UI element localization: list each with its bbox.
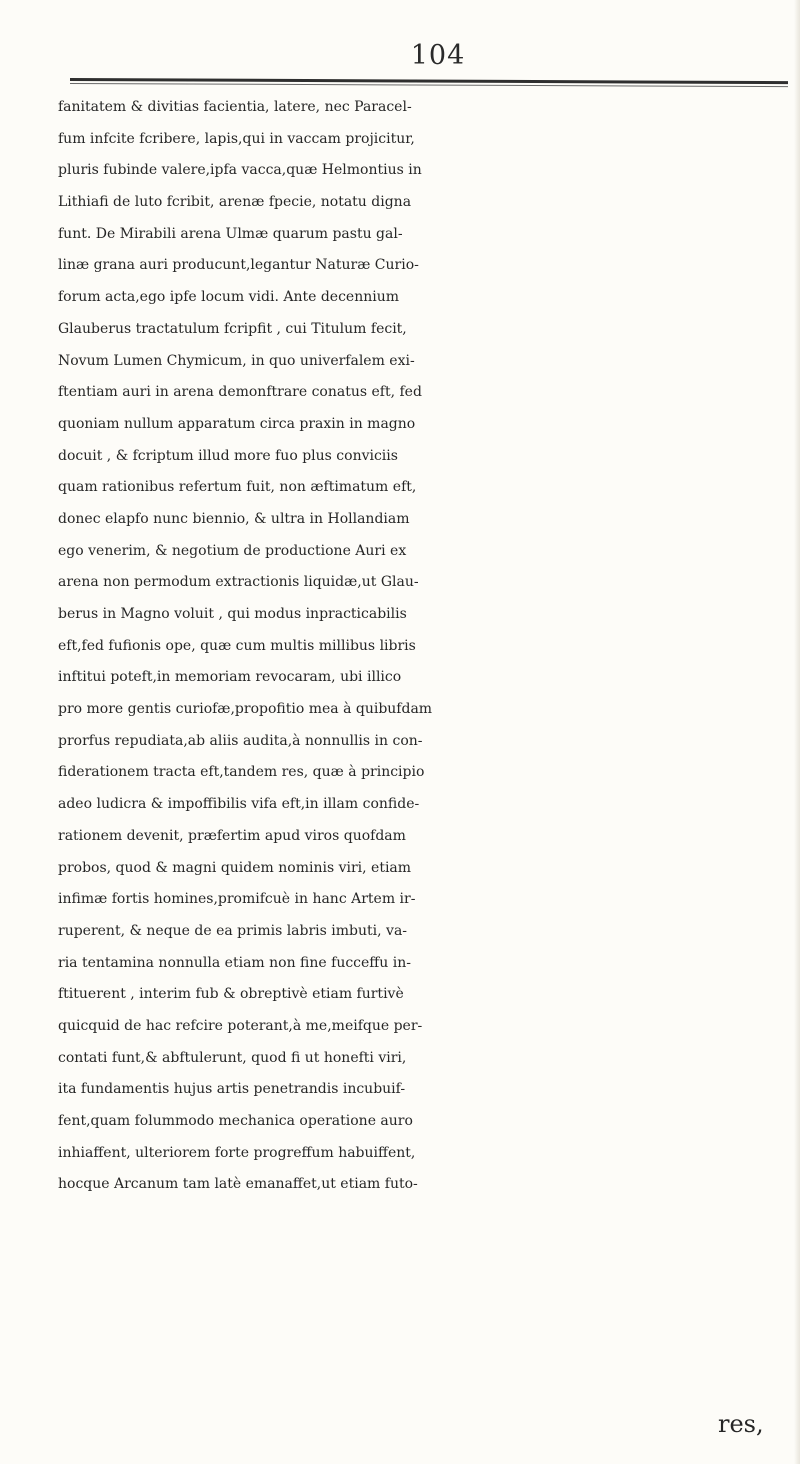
text-line: Novum Lumen Chymicum, in quo univerfalem exi- [58, 352, 415, 369]
text-line: ego venerim, & negotium de productione Auri ex [58, 542, 407, 559]
text-line: pluris fubinde valere,ipfa vacca,quæ Helmontius in [58, 162, 422, 179]
text-line: Glauberus tractatulum fcripfit , cui Titulum fecit, [58, 320, 407, 337]
text-line: hocque Arcanum tam latè emanaffet,ut etiam futo- [58, 1176, 418, 1193]
text-line: docuit , & fcriptum illud more fuo plus conviciis [58, 447, 398, 464]
text-line: ruperent, & neque de ea primis labris imbuti, va- [58, 922, 408, 939]
text-line: quicquid de hac refcire poterant,à me,meifque per- [58, 1017, 423, 1034]
page-edge [794, 0, 800, 1464]
text-line: probos, quod & magni quidem nominis viri, etiam [58, 859, 412, 876]
text-line: adeo ludicra & impoffibilis vifa eft,in illam confide- [58, 796, 420, 813]
catchword: res, [718, 1410, 764, 1438]
text-line: ita fundamentis hujus artis penetrandis incubuif- [58, 1081, 406, 1098]
text-line: eft,fed fufionis ope, quæ cum multis millibus libris [58, 637, 416, 654]
text-line: pro more gentis curiofæ,propofitio mea à quibufdam [58, 701, 433, 718]
text-line: fanitatem & divitias facientia, latere, nec Paracel- [58, 99, 412, 115]
text-line: contati funt,& abftulerunt, quod fi ut honefti viri, [58, 1049, 407, 1066]
text-line: funt. De Mirabili arena Ulmæ quarum pastu gal- [58, 225, 403, 242]
text-line: infimæ fortis homines,promifcuè in hanc Artem ir- [58, 891, 416, 908]
text-line: forum acta,ego ipfe locum vidi. Ante decennium [58, 289, 400, 306]
text-line: ria tentamina nonnulla etiam non fine fucceffu in- [58, 954, 411, 971]
text-line: ftentiam auri in arena demonftrare conatus eft, fed [58, 384, 422, 401]
text-line: ftituerent , interim fub & obreptivè etiam furtivè [58, 986, 404, 1003]
text-line: quoniam nullum apparatum circa praxin in magno [58, 415, 416, 432]
page-number: 104 [410, 40, 466, 71]
text-line: berus in Magno voluit , qui modus inpracticabilis [58, 606, 407, 622]
text-line: inhiaffent, ulteriorem forte progreffum habuiffent, [58, 1144, 416, 1161]
body-text [58, 92, 784, 1201]
text-line: quam rationibus refertum fuit, non æftimatum eft, [58, 479, 417, 496]
text-line: inftitui poteft,in memoriam revocaram, ubi illico [58, 669, 402, 686]
text-line: rationem devenit, præfertim apud viros quofdam [58, 827, 406, 844]
text-line: donec elapfo nunc biennio, & ultra in Hollandiam [58, 510, 410, 527]
text-line: linæ grana auri producunt,legantur Naturæ Curio- [58, 257, 419, 274]
text-line: arena non permodum extractionis liquidæ,ut Glau- [58, 574, 419, 591]
text-line: prorfus repudiata,ab aliis audita,à nonnullis in con- [58, 732, 423, 749]
text-line: fent,quam folummodo mechanica operatione auro [58, 1113, 413, 1129]
text-line: Lithiafi de luto fcribit, arenæ fpecie, notatu digna [58, 194, 412, 211]
text-line: fiderationem tracta eft,tandem res, quæ à principio [58, 764, 425, 781]
text-line: fum infcite fcribere, lapis,qui in vaccam projicitur, [58, 130, 415, 147]
